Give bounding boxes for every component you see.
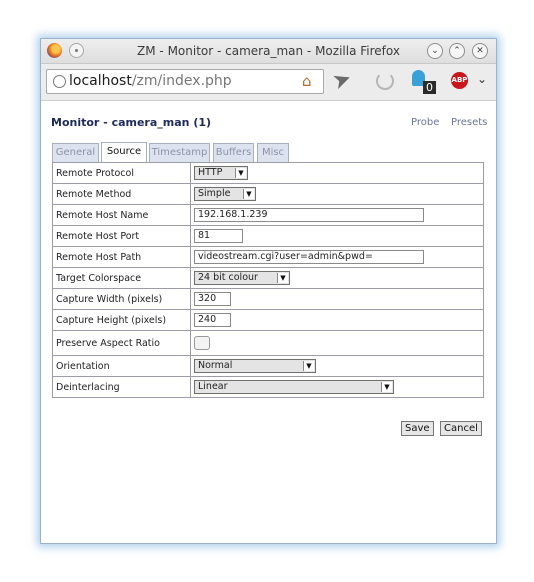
tab-source[interactable]: Source (101, 142, 147, 163)
globe-icon (53, 75, 66, 88)
url-bar[interactable] (46, 69, 324, 94)
url-path: /zm/index.php (131, 73, 232, 89)
table-row (53, 184, 484, 205)
firefox-window (40, 38, 497, 544)
remote-host-port-cell (191, 226, 484, 247)
tab-buffers[interactable]: Buffers (213, 143, 254, 162)
remote-protocol-value: HTTP (198, 167, 223, 178)
reload-icon[interactable] (376, 72, 394, 90)
table-row (53, 356, 484, 377)
remote-host-name-cell (191, 205, 484, 226)
capture-height-cell (191, 310, 484, 331)
chevron-down-icon[interactable]: ⌄ (477, 72, 488, 86)
tab-timestamp[interactable]: Timestamp (149, 143, 210, 162)
adblock-plus-icon[interactable]: ABP (451, 72, 468, 89)
capture-width-input[interactable]: 320 (194, 292, 231, 306)
remote-method-select[interactable] (194, 187, 256, 201)
dropdown-arrow-icon: ▼ (381, 382, 392, 392)
deinterlacing-cell (191, 377, 484, 398)
window-title: ZM - Monitor - camera_man - Mozilla Firefox (137, 44, 400, 58)
orientation-label: Orientation (53, 356, 191, 377)
preserve-aspect-label: Preserve Aspect Ratio (53, 331, 191, 356)
table-row (53, 247, 484, 268)
title-bar (41, 39, 496, 64)
deinterlacing-label: Deinterlacing (53, 377, 191, 398)
remote-method-value: Simple (198, 188, 231, 199)
capture-height-label: Capture Height (pixels) (53, 310, 191, 331)
dropdown-arrow-icon: ▼ (277, 273, 288, 283)
page-title: Monitor - camera_man (1) (51, 116, 212, 129)
remote-host-name-input[interactable]: 192.168.1.239 (194, 208, 424, 222)
remote-method-cell (191, 184, 484, 205)
orientation-select[interactable] (194, 359, 316, 373)
dropdown-arrow-icon: ▼ (303, 361, 314, 371)
page-content (41, 101, 496, 543)
table-row (53, 331, 484, 356)
close-button[interactable]: ✕ (472, 43, 488, 59)
capture-height-input[interactable]: 240 (194, 313, 231, 327)
target-colorspace-label: Target Colorspace (53, 268, 191, 289)
cancel-button[interactable]: Cancel (440, 421, 482, 436)
capture-width-label: Capture Width (pixels) (53, 289, 191, 310)
capture-width-cell (191, 289, 484, 310)
tab-misc[interactable]: Misc (257, 143, 289, 162)
tab-general[interactable]: General (52, 143, 99, 162)
browser-toolbar (41, 64, 496, 101)
remote-host-name-label: Remote Host Name (53, 205, 191, 226)
remote-host-path-label: Remote Host Path (53, 247, 191, 268)
table-row (53, 377, 484, 398)
deinterlacing-value: Linear (198, 381, 228, 392)
probe-link[interactable]: Probe (411, 117, 440, 128)
remote-host-path-cell (191, 247, 484, 268)
source-settings-table (52, 162, 484, 398)
ghostery-badge: 0 (423, 81, 436, 94)
target-colorspace-value: 24 bit colour (198, 272, 258, 283)
save-button[interactable]: Save (401, 421, 434, 436)
remote-host-port-input[interactable]: 81 (194, 229, 243, 243)
table-row (53, 289, 484, 310)
remote-protocol-label: Remote Protocol (53, 163, 191, 184)
minimize-button[interactable]: ⌄ (427, 43, 443, 59)
orientation-cell (191, 356, 484, 377)
dropdown-arrow-icon: ▼ (235, 168, 246, 178)
preserve-aspect-cell (191, 331, 484, 356)
url-text[interactable] (69, 73, 232, 89)
table-row (53, 268, 484, 289)
table-row (53, 163, 484, 184)
dropdown-arrow-icon: ▼ (243, 189, 254, 199)
orientation-value: Normal (198, 360, 233, 371)
remote-protocol-cell (191, 163, 484, 184)
presets-link[interactable]: Presets (451, 117, 488, 128)
remote-host-path-input[interactable]: videostream.cgi?user=admin&pwd= (194, 250, 424, 264)
remote-method-label: Remote Method (53, 184, 191, 205)
target-colorspace-select[interactable] (194, 271, 290, 285)
maximize-button[interactable]: ⌃ (449, 43, 465, 59)
table-row (53, 205, 484, 226)
remote-protocol-select[interactable] (194, 166, 248, 180)
table-row (53, 310, 484, 331)
bird-extension-icon[interactable]: ➤ (329, 65, 356, 96)
table-row (53, 226, 484, 247)
target-colorspace-cell (191, 268, 484, 289)
home-icon[interactable]: ⌂ (302, 72, 312, 90)
url-host: localhost (69, 73, 132, 89)
deinterlacing-select[interactable] (194, 380, 394, 394)
preserve-aspect-checkbox[interactable] (194, 336, 210, 350)
remote-host-port-label: Remote Host Port (53, 226, 191, 247)
